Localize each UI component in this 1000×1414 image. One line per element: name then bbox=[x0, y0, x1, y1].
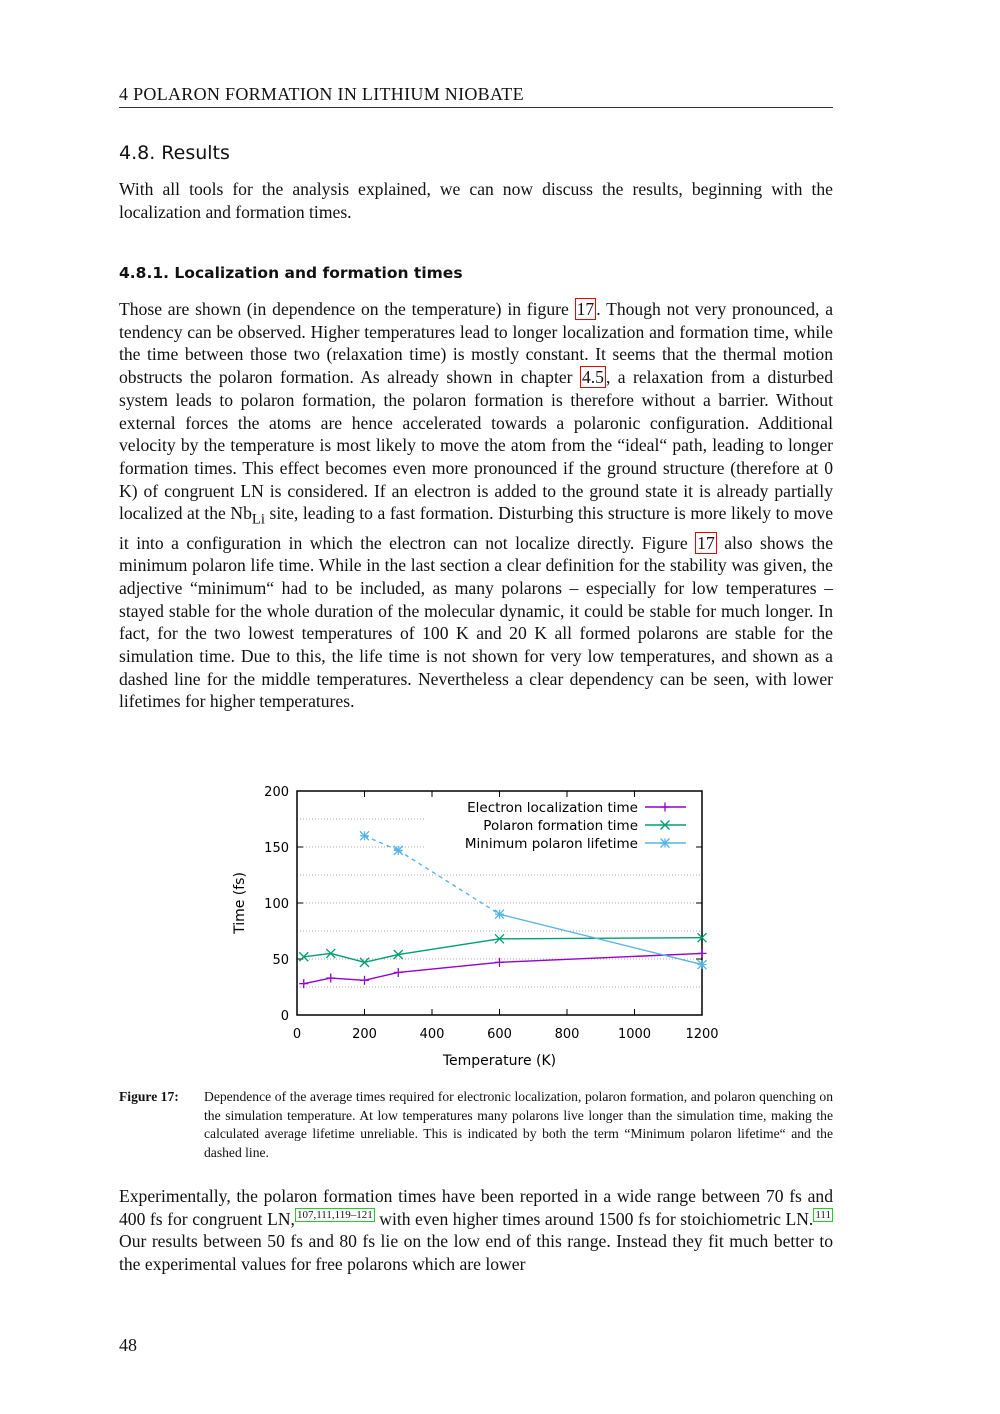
y-axis-label: Time (fs) bbox=[232, 872, 248, 934]
paragraph-1 bbox=[119, 298, 833, 713]
section-title: 4.8. Results bbox=[119, 142, 230, 164]
series-line-segment bbox=[304, 978, 331, 984]
running-header: 4 POLARON FORMATION IN LITHIUM NIOBATE bbox=[119, 84, 833, 108]
text: with even higher times around 1500 fs for stoichiometric LN. bbox=[374, 1208, 814, 1229]
text: , a relaxation from a disturbed system leads to polaron formation, the polaron formation is therefore without a barrier. Without external forces the atoms are hence accelerated towards a polaronic configuration. Additional velocity by the temperature is most likely to move the atom from the “ideal“ path, leading to longer formation times. This effect becomes even more pronounced if the ground structure (therefore at 0 K) of congruent LN is considered. If an electron is added to the ground state it is already partially localized at the Nb bbox=[119, 367, 833, 524]
series-line-segment bbox=[331, 953, 365, 962]
series-line-segment bbox=[398, 939, 499, 955]
caption-label: Figure 17: bbox=[119, 1089, 179, 1104]
y-tick-label: 150 bbox=[264, 841, 289, 856]
series-line-segment bbox=[398, 850, 499, 914]
series-line-segment bbox=[365, 836, 399, 851]
series-line-segment bbox=[500, 914, 703, 964]
x-tick-label: 1200 bbox=[685, 1027, 719, 1042]
figure-17-chart bbox=[220, 775, 740, 1075]
series-line-segment bbox=[500, 938, 703, 939]
text: Those are shown (in dependence on the temperature) in figure bbox=[119, 299, 575, 319]
text: Our results between 50 fs and 80 fs lie on the low end of this range. Instead they fit much better to the experimental values for free polarons which are lower bbox=[119, 1231, 833, 1275]
y-tick-label: 200 bbox=[264, 785, 289, 800]
figure-ref-link[interactable]: 17 bbox=[576, 299, 595, 319]
legend-label: Minimum polaron lifetime bbox=[464, 836, 638, 852]
x-tick-label: 1000 bbox=[617, 1027, 652, 1042]
series-line-segment bbox=[365, 955, 399, 963]
y-tick-label: 0 bbox=[280, 1009, 289, 1024]
page-number: 48 bbox=[119, 1335, 137, 1355]
x-axis-label: Temperature (K) bbox=[442, 1053, 557, 1069]
text: also shows the minimum polaron life time. While in the last section a clear definition for the stability was given, the adjective “minimum“ had to be included, as many polarons – especially for low temperatures – stayed stable for the whole duration of the molecular dynamic, it could be stable for much longer. In fact, for the two lowest temperatures of 100 K and 20 K all formed polarons are stable for the simulation time. Due to this, the life time is not shown for very low temperatures, and shown as a dashed line for the middle temperatures. Nevertheless a clear dependency can be seen, with lower lifetimes for higher temperatures. bbox=[119, 532, 833, 712]
figure-ref-link[interactable]: 17 bbox=[697, 532, 715, 553]
intro-paragraph: With all tools for the analysis explained, we can now discuss the results, beginning with the localization and formation times. bbox=[119, 179, 833, 222]
series-line-segment bbox=[365, 972, 399, 980]
chapter-ref-link[interactable]: 4.5 bbox=[581, 367, 604, 388]
y-tick-label: 50 bbox=[272, 953, 289, 968]
text: . Though not very pronounced, a tendency can be observed. Higher temperatures lead to longer localization and formation time, while the time between those two (relaxation time) is mostly constant. It seems that the thermal motion obstructs the polaron formation. As already shown in chapter bbox=[119, 299, 834, 388]
x-tick-label: 200 bbox=[352, 1027, 377, 1042]
series-line-segment bbox=[500, 953, 703, 962]
y-tick-label: 100 bbox=[264, 897, 289, 912]
subsection-title: 4.8.1. Localization and formation times bbox=[119, 264, 463, 282]
series-line-segment bbox=[398, 962, 499, 972]
series-line-segment bbox=[331, 978, 365, 980]
legend-label: Electron localization time bbox=[467, 800, 638, 816]
x-tick-label: 800 bbox=[554, 1027, 580, 1042]
caption-text: Dependence of the average times required for electronic localization, polaron formation, and polaron quenching on the simulation temperature. At low temperatures many polarons live longer than the simulation time, making the calculated average lifetime unreliable. This is indicated by both the term “Minimum polaron lifetime“ and the dashed line. bbox=[204, 1089, 833, 1160]
x-tick-label: 400 bbox=[419, 1027, 445, 1042]
paragraph-2 bbox=[119, 1185, 833, 1276]
series-line-segment bbox=[304, 953, 331, 956]
subscript: Li bbox=[251, 511, 265, 528]
x-tick-label: 0 bbox=[292, 1027, 302, 1042]
legend-label: Polaron formation time bbox=[483, 818, 638, 834]
text: Experimentally, the polaron formation times have been reported in a wide range between 70 fs and 400 fs for congruent LN, bbox=[119, 1186, 833, 1229]
citation-link[interactable]: 111 bbox=[815, 1208, 832, 1221]
figure-caption bbox=[119, 1088, 833, 1162]
text: site, leading to a fast formation. Disturbing this structure is more likely to move it into a configuration in which the electron can not localize directly. Figure bbox=[119, 503, 833, 553]
x-tick-label: 600 bbox=[487, 1027, 512, 1042]
citation-link[interactable]: 107,111,119–121 bbox=[296, 1208, 373, 1221]
